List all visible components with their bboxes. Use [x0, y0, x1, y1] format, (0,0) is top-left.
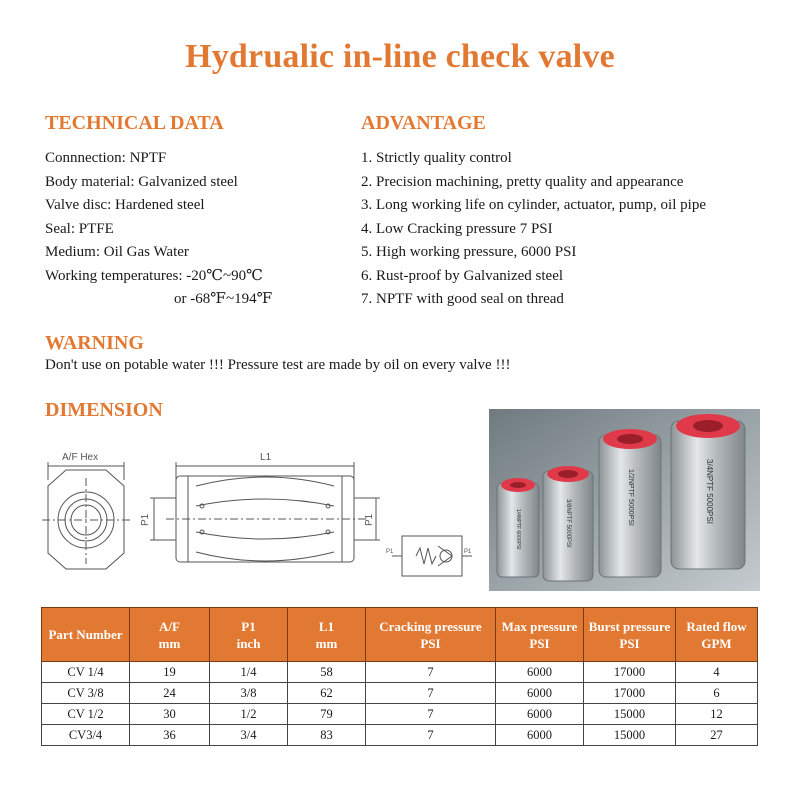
header-burst-pressure: Burst pressure PSI	[584, 608, 676, 662]
cell-flow: 12	[676, 704, 758, 725]
cell-part-number: CV 1/4	[42, 662, 130, 683]
p1-label-left: P1	[140, 513, 151, 526]
cell-burst: 15000	[584, 725, 676, 746]
advantage-line: 4. Low Cracking pressure 7 PSI	[361, 220, 553, 237]
technical-data-list	[45, 147, 272, 312]
cell-cracking: 7	[366, 662, 496, 683]
cell-p1: 3/4	[210, 725, 288, 746]
cell-cracking: 7	[366, 704, 496, 725]
advantage-heading: ADVANTAGE	[361, 112, 486, 134]
cell-part-number: CV3/4	[42, 725, 130, 746]
table-header-row	[42, 608, 758, 662]
advantage-line: 7. NPTF with good seal on thread	[361, 291, 564, 307]
p1-label-right: P1	[364, 513, 375, 526]
cell-max: 6000	[496, 725, 584, 746]
advantage-list	[361, 147, 706, 312]
tech-line: Valve disc: Hardened steel	[45, 197, 205, 213]
hex-label: A/F Hex	[62, 452, 99, 463]
cell-l1: 58	[288, 662, 366, 683]
cell-af: 36	[130, 725, 210, 746]
valve-label: 3/8NPTF 5000PSI	[565, 499, 571, 548]
header-part-number: Part Number	[42, 608, 130, 662]
cell-flow: 6	[676, 683, 758, 704]
tech-line: Seal: PTFE	[45, 220, 114, 237]
cell-l1: 62	[288, 683, 366, 704]
valve-label: 1/4NPTF 6000PSI	[515, 509, 521, 550]
cell-p1: 1/2	[210, 704, 288, 725]
tech-line: Body material: Galvanized steel	[45, 173, 238, 190]
tech-line: Connnection: NPTF	[45, 150, 167, 166]
valve-label: 3/4NPTF 5000PSI	[705, 459, 714, 524]
warning-heading: WARNING	[45, 332, 144, 354]
dimension-drawing	[36, 440, 486, 590]
advantage-line: 6. Rust-proof by Galvanized steel	[361, 267, 564, 284]
cell-cracking: 7	[366, 683, 496, 704]
table-row	[42, 662, 758, 683]
warning-text: Don't use on potable water !!! Pressure test are made by oil on every valve !!!	[45, 357, 511, 373]
table-row	[42, 725, 758, 746]
cell-max: 6000	[496, 704, 584, 725]
cell-l1: 83	[288, 725, 366, 746]
tech-line: or -68℉~194℉	[174, 291, 273, 307]
advantage-line: 3. Long working life on cylinder, actuator, pump, oil pipe	[361, 197, 706, 213]
cell-part-number: CV 3/8	[42, 683, 130, 704]
cell-p1: 3/8	[210, 683, 288, 704]
spec-table	[41, 607, 758, 746]
header-af: A/F mm	[130, 608, 210, 662]
header-rated-flow: Rated flow GPM	[676, 608, 758, 662]
cell-max: 6000	[496, 683, 584, 704]
table-row	[42, 704, 758, 725]
cell-max: 6000	[496, 662, 584, 683]
header-p1: P1 inch	[210, 608, 288, 662]
cell-l1: 79	[288, 704, 366, 725]
hex-end-view	[42, 462, 130, 569]
valve-quarter-inch	[497, 478, 539, 577]
tech-line: Working temperatures: -20℃~90℃	[45, 267, 263, 284]
side-view	[150, 462, 380, 562]
dimension-heading: DIMENSION	[45, 399, 163, 421]
cell-cracking: 7	[366, 725, 496, 746]
valve-label: 1/2NPTF 5000PSI	[627, 469, 634, 526]
cell-flow: 27	[676, 725, 758, 746]
cell-af: 19	[130, 662, 210, 683]
page-title: Hydrualic in-line check valve	[185, 38, 615, 75]
header-l1: L1 mm	[288, 608, 366, 662]
valve-three-quarter-inch	[671, 414, 745, 569]
valve-half-inch	[599, 429, 661, 577]
cell-flow: 4	[676, 662, 758, 683]
table-row	[42, 683, 758, 704]
check-valve-symbol	[392, 536, 472, 576]
cell-p1: 1/4	[210, 662, 288, 683]
advantage-line: 5. High working pressure, 6000 PSI	[361, 244, 577, 260]
cell-burst: 15000	[584, 704, 676, 725]
product-photo	[489, 409, 760, 591]
cell-af: 24	[130, 683, 210, 704]
symbol-p1-in: P1	[386, 549, 394, 555]
symbol-p1-out: P1	[464, 549, 472, 555]
advantage-line: 1. Strictly quality control	[361, 150, 512, 166]
technical-data-heading: TECHNICAL DATA	[45, 112, 224, 134]
cell-burst: 17000	[584, 662, 676, 683]
cell-af: 30	[130, 704, 210, 725]
header-max-pressure: Max pressure PSI	[496, 608, 584, 662]
tech-line: Medium: Oil Gas Water	[45, 244, 189, 260]
cell-burst: 17000	[584, 683, 676, 704]
advantage-line: 2. Precision machining, pretty quality and appearance	[361, 173, 684, 190]
l1-label: L1	[260, 452, 272, 463]
valve-three-eighths-inch	[543, 466, 593, 581]
cell-part-number: CV 1/2	[42, 704, 130, 725]
header-cracking-pressure: Cracking pressure PSI	[366, 608, 496, 662]
